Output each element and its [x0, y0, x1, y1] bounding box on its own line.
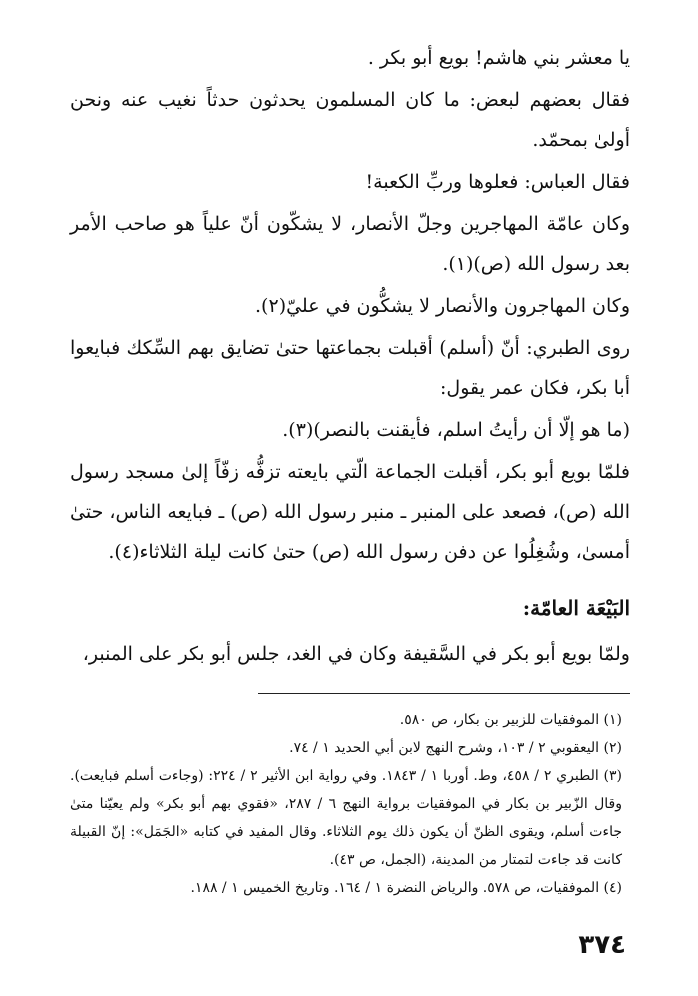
- footnote-divider: [258, 693, 630, 694]
- footnote: (٣) الطبري ٢ / ٤٥٨، وط. أوربا ١ / ١٨٤٣. وفي رواية ابن الأثير ٢ / ٢٢٤: (وجاءت أسلم فبايعت). وقال الزّبير بن بكار في الموفقيات برواية النهج ٦ / ٢٨٧، «فقوي بهم أبو بكر» ولم يعيّنا متىٰ جاءت أسلم، ويقوى الظنّ أن يكون ذلك يوم الثلاثاء. وقال المفيد في كتابه «الجَمَل»: إنّ القبيلة كانت قد جاءت لتمتار من المدينة، (الجمل، ص ٤٣).: [70, 768, 622, 868]
- paragraph: (ما هو إلّا أن رأيتُ اسلم، فأيقنت بالنصر)(٣).: [282, 419, 630, 441]
- paragraph: فقال بعضهم لبعض: ما كان المسلمون يحدثون حدثاً نغيب عنه ونحن أولىٰ بمحمّد.: [70, 89, 630, 151]
- paragraph: وكان المهاجرون والأنصار لا يشكُّون في عليّ(٢).: [255, 295, 630, 317]
- paragraph: يا معشر بني هاشم! بويع أبو بكر .: [367, 47, 630, 69]
- footnote: (٤) الموفقيات، ص ٥٧٨. والرياض النضرة ١ / ١٦٤. وتاريخ الخميس ١ / ١٨٨.: [190, 880, 622, 896]
- section-paragraph: ولمّا بويع أبو بكر في السَّقيفة وكان في الغد، جلس أبو بكر على المنبر،: [82, 643, 630, 665]
- main-text: [70, 38, 630, 572]
- page-number: ٣٧٤: [578, 930, 626, 960]
- footnote: (٢) اليعقوبي ٢ / ١٠٣، وشرح النهج لابن أبي الحديد ١ / ٧٤.: [289, 740, 622, 756]
- paragraph: فلمّا بويع أبو بكر، أقبلت الجماعة الّتي بايعته تزفُّه زفّاً إلىٰ مسجد رسول الله (ص)، فصعد على المنبر ـ منبر رسول الله (ص) ـ فبايعه الناس، حتىٰ أمسىٰ، وشُغِلُوا عن دفن رسول الله (ص) حتىٰ كانت ليلة الثلاثاء(٤).: [70, 461, 630, 563]
- paragraph: وكان عامّة المهاجرين وجلّ الأنصار، لا يشكّون أنّ علياً هو صاحب الأمر بعد رسول الله (ص)(١).: [70, 213, 630, 275]
- section-heading: البَيْعَة العامّة:: [522, 596, 630, 620]
- paragraph: روى الطبري: أنّ (أسلم) أقبلت بجماعتها حتىٰ تضايق بهم السِّكك فبايعوا أبا بكر، فكان عمر يقول:: [70, 337, 630, 399]
- footnote: (١) الموفقيات للزبير بن بكار، ص ٥٨٠.: [399, 712, 622, 728]
- footnotes: [70, 706, 630, 902]
- paragraph: فقال العباس: فعلوها وربِّ الكعبة!: [365, 171, 630, 193]
